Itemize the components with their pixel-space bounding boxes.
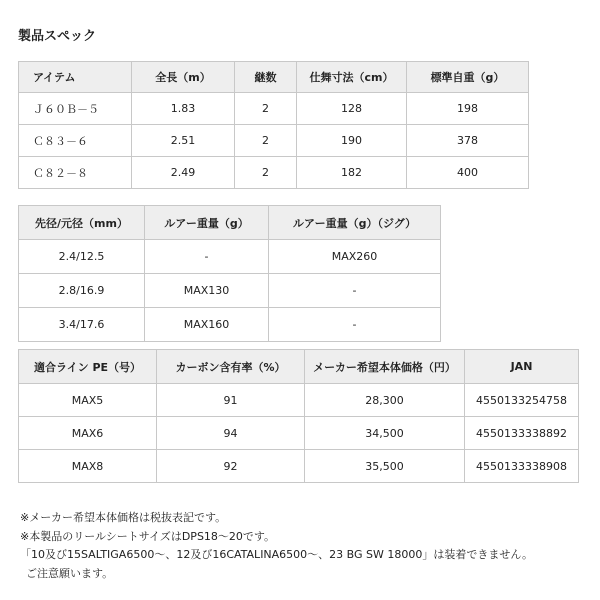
cell-lure-weight-jig: - xyxy=(269,308,441,342)
cell-price: 34,500 xyxy=(305,417,465,450)
header-length: 全長（m） xyxy=(132,62,235,93)
cell-weight: 400 xyxy=(407,157,529,189)
cell-carbon-content: 91 xyxy=(157,384,305,417)
note-incompatible-reels: 「10及び15SALTIGA6500～、12及び16CATALINA6500～、23 BG SW 18000」は装着できません。 xyxy=(20,548,534,561)
header-closed-length: 仕舞寸法（cm） xyxy=(297,62,407,93)
cell-price: 35,500 xyxy=(305,450,465,483)
header-lure-weight-jig: ルアー重量（g）（ジグ） xyxy=(269,206,441,240)
cell-carbon-content: 94 xyxy=(157,417,305,450)
spec-table-lure xyxy=(18,205,441,342)
cell-pieces: 2 xyxy=(235,93,297,125)
cell-length: 2.51 xyxy=(132,125,235,157)
note-caution: ご注意願います。 xyxy=(26,566,114,580)
table-header-row xyxy=(19,206,441,240)
cell-closed-length: 182 xyxy=(297,157,407,189)
header-price: メーカー希望本体価格（円） xyxy=(305,350,465,384)
cell-jan: 4550133254758 xyxy=(465,384,579,417)
table-header-row xyxy=(19,62,529,93)
notes xyxy=(20,509,533,583)
cell-price: 28,300 xyxy=(305,384,465,417)
cell-line-pe: MAX8 xyxy=(19,450,157,483)
cell-pieces: 2 xyxy=(235,157,297,189)
spec-table-line-price xyxy=(18,349,579,483)
cell-lure-weight: - xyxy=(145,240,269,274)
table-row xyxy=(19,125,529,157)
cell-jan: 4550133338908 xyxy=(465,450,579,483)
cell-length: 1.83 xyxy=(132,93,235,125)
page-title: 製品スペック xyxy=(18,29,97,44)
header-tip-butt-diameter: 先径/元径（mm） xyxy=(19,206,145,240)
table-row xyxy=(19,93,529,125)
cell-closed-length: 190 xyxy=(297,125,407,157)
header-lure-weight: ルアー重量（g） xyxy=(145,206,269,240)
cell-carbon-content: 92 xyxy=(157,450,305,483)
cell-weight: 198 xyxy=(407,93,529,125)
cell-lure-weight: MAX130 xyxy=(145,274,269,308)
table-row xyxy=(19,384,579,417)
header-item: アイテム xyxy=(19,62,132,93)
table-row xyxy=(19,417,579,450)
header-pieces: 継数 xyxy=(235,62,297,93)
note-reel-seat: ※本製品のリールシートサイズはDPS18～20です。 xyxy=(20,529,276,543)
cell-pieces: 2 xyxy=(235,125,297,157)
table-row xyxy=(19,308,441,342)
cell-closed-length: 128 xyxy=(297,93,407,125)
table-row xyxy=(19,240,441,274)
note-price-tax: ※メーカー希望本体価格は税抜表記です。 xyxy=(20,511,227,524)
cell-item: Ｃ８３－６ xyxy=(19,125,132,157)
cell-length: 2.49 xyxy=(132,157,235,189)
cell-lure-weight: MAX160 xyxy=(145,308,269,342)
header-weight: 標準自重（g） xyxy=(407,62,529,93)
header-carbon-content: カーボン含有率（%） xyxy=(157,350,305,384)
cell-line-pe: MAX6 xyxy=(19,417,157,450)
table-row xyxy=(19,274,441,308)
table-header-row xyxy=(19,350,579,384)
cell-diameter: 3.4/17.6 xyxy=(19,308,145,342)
table-row xyxy=(19,450,579,483)
cell-weight: 378 xyxy=(407,125,529,157)
cell-item: Ｊ６０Ｂ－５ xyxy=(19,93,132,125)
cell-jan: 4550133338892 xyxy=(465,417,579,450)
cell-line-pe: MAX5 xyxy=(19,384,157,417)
cell-diameter: 2.4/12.5 xyxy=(19,240,145,274)
spec-table-dimensions xyxy=(18,61,529,189)
header-jan: JAN xyxy=(465,350,579,384)
cell-diameter: 2.8/16.9 xyxy=(19,274,145,308)
cell-lure-weight-jig: - xyxy=(269,274,441,308)
cell-lure-weight-jig: MAX260 xyxy=(269,240,441,274)
table-row xyxy=(19,157,529,189)
header-line-pe: 適合ライン PE（号） xyxy=(19,350,157,384)
cell-item: Ｃ８２－８ xyxy=(19,157,132,189)
